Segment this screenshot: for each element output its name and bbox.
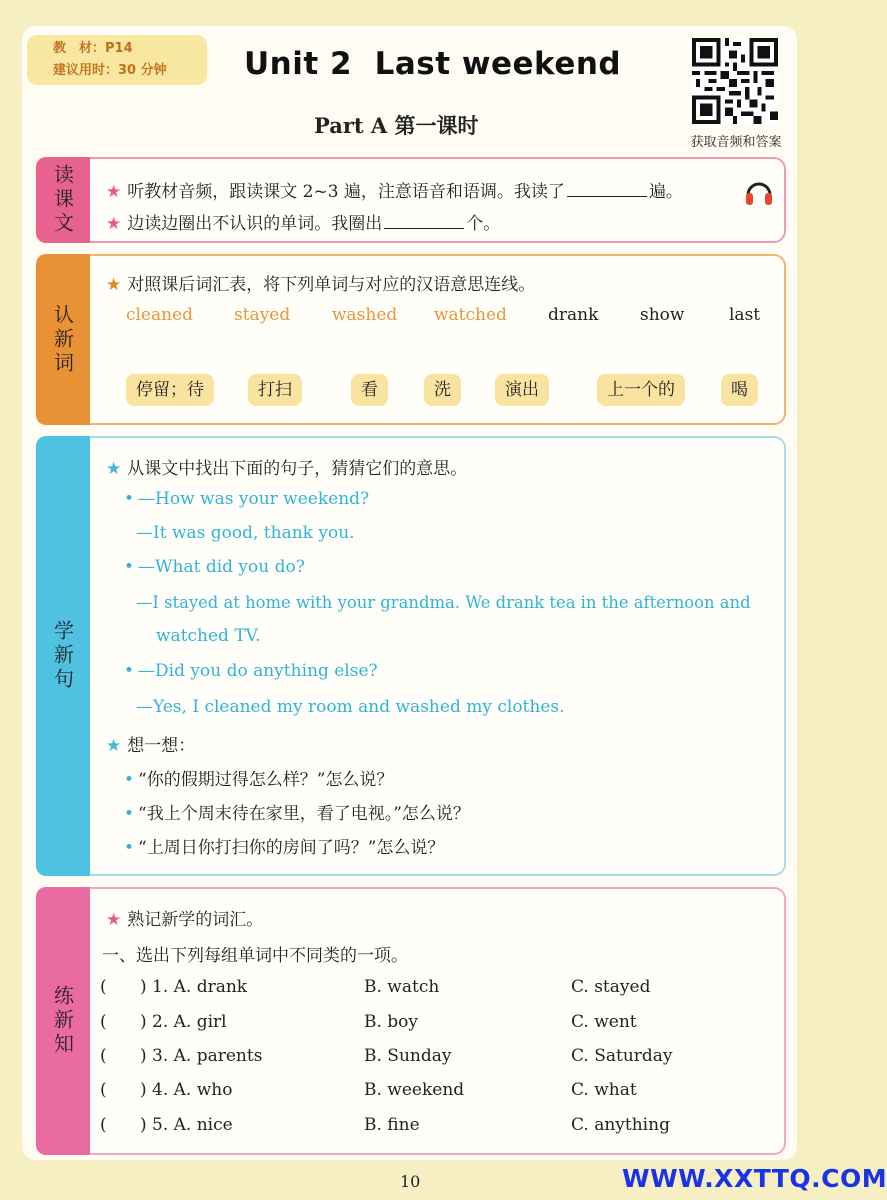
vocab-instruction	[106, 270, 535, 295]
word-last[interactable]: last	[729, 305, 761, 325]
vocab-tab	[36, 254, 90, 425]
bullet-icon: •	[124, 838, 135, 858]
unit-title: Unit 2 Last weekend	[244, 46, 622, 82]
star-icon: ★	[106, 910, 122, 930]
option-a: 4. A. who	[152, 1080, 233, 1100]
think-question	[124, 833, 444, 858]
sentence-section	[36, 436, 786, 876]
answer-bracket-close: )	[140, 1012, 147, 1032]
think-question	[124, 799, 470, 824]
word-watched[interactable]: watched	[434, 305, 507, 325]
answer-bracket[interactable]: (	[100, 1080, 107, 1100]
option-a: 5. A. nice	[152, 1115, 233, 1135]
read-line-1-suffix: 遍。	[648, 182, 683, 202]
star-icon: ★	[106, 275, 122, 295]
star-icon: ★	[106, 459, 122, 479]
dialog-line	[124, 661, 378, 681]
read-section	[36, 157, 786, 243]
sentence-tab	[36, 436, 90, 876]
dialog-line	[124, 489, 369, 509]
circle-count-blank[interactable]	[384, 212, 464, 229]
meaning-stay[interactable]: 停留；待	[126, 374, 214, 406]
question-text: “你的假期过得怎么样？”怎么说？	[138, 770, 394, 790]
read-line-2-suffix: 个。	[466, 214, 501, 234]
answer-bracket[interactable]: (	[100, 1115, 107, 1135]
dialog-text: —How was your weekend?	[138, 489, 370, 509]
meaning-show[interactable]: 演出	[495, 374, 549, 406]
star-icon: ★	[106, 214, 122, 234]
lesson-subtitle: Part A 第一课时	[314, 113, 479, 138]
option-c: C. stayed	[571, 977, 651, 997]
option-b: B. fine	[364, 1115, 420, 1135]
meaning-wash[interactable]: 洗	[424, 374, 461, 406]
practice-tab	[36, 887, 90, 1155]
vocab-section	[36, 254, 786, 425]
textbook-meta	[27, 35, 207, 85]
dialog-text: —I stayed at home with your grandma. We drank tea in the afternoon and	[136, 593, 751, 612]
watermark: WWW.XXTTQ.COM	[622, 1164, 887, 1193]
question-text: “我上个周末待在家里，看了电视。”怎么说？	[138, 804, 470, 824]
star-icon: ★	[106, 182, 122, 202]
answer-bracket[interactable]: (	[100, 1012, 107, 1032]
answer-bracket-close: )	[140, 1115, 147, 1135]
bullet-icon: •	[124, 557, 135, 577]
dialog-line	[136, 697, 565, 717]
read-count-blank[interactable]	[567, 180, 647, 197]
read-line-2-text: 边读边圈出不认识的单词。我圈出	[127, 214, 383, 234]
headphone-icon[interactable]	[744, 175, 774, 209]
sentence-instruction-text: 从课文中找出下面的句子，猜猜它们的意思。	[127, 459, 468, 479]
bullet-icon: •	[124, 770, 135, 790]
option-a: 3. A. parents	[152, 1046, 263, 1066]
option-c: C. Saturday	[571, 1046, 673, 1066]
option-b: B. weekend	[364, 1080, 465, 1100]
practice-section	[36, 887, 786, 1155]
read-line-2	[106, 209, 500, 234]
dialog-line	[156, 626, 260, 646]
bullet-icon: •	[124, 804, 135, 824]
dialog-text: —Did you do anything else?	[138, 661, 378, 681]
practice-heading: 一、选出下列每组单词中不同类的一项。	[102, 946, 408, 966]
read-tab	[36, 157, 90, 243]
word-show[interactable]: show	[640, 305, 685, 325]
textbook-page: 教 材：P14	[53, 41, 133, 56]
option-b: B. watch	[364, 977, 440, 997]
dialog-text: —Yes, I cleaned my room and washed my clothes.	[136, 697, 565, 717]
sentence-instruction	[106, 454, 467, 479]
bullet-icon: •	[124, 661, 135, 681]
dialog-text: —It was good, thank you.	[136, 523, 355, 543]
read-line-1-text: 听教材音频，跟读课文 2~3 遍，注意语音和语调。我读了	[127, 182, 565, 202]
meaning-last[interactable]: 上一个的	[597, 374, 685, 406]
option-b: B. Sunday	[364, 1046, 452, 1066]
word-cleaned[interactable]: cleaned	[126, 305, 194, 325]
option-a: 1. A. drank	[152, 977, 248, 997]
dialog-line	[136, 523, 355, 543]
word-stayed[interactable]: stayed	[234, 305, 291, 325]
bullet-icon: •	[124, 489, 135, 509]
sentence-tab-label: 学新句	[50, 620, 75, 692]
option-b: B. boy	[364, 1012, 419, 1032]
page-number: 10	[400, 1172, 421, 1191]
answer-bracket-close: )	[140, 977, 147, 997]
answer-bracket-close: )	[140, 1080, 147, 1100]
vocab-instruction-text: 对照课后词汇表，将下列单词与对应的汉语意思连线。	[127, 275, 536, 295]
vocab-tab-label: 认新词	[50, 303, 75, 376]
dialog-line	[136, 593, 751, 613]
meaning-drink[interactable]: 喝	[721, 374, 758, 406]
option-c: C. what	[571, 1080, 637, 1100]
option-c: C. anything	[571, 1115, 670, 1135]
answer-bracket[interactable]: (	[100, 977, 107, 997]
read-line-1	[106, 177, 683, 202]
option-a: 2. A. girl	[152, 1012, 227, 1032]
practice-instruction-text: 熟记新学的词汇。	[127, 910, 264, 930]
qr-code-label: 获取音频和答案	[690, 135, 782, 150]
meaning-clean[interactable]: 打扫	[248, 374, 302, 406]
practice-tab-label: 练新知	[50, 985, 75, 1057]
word-washed[interactable]: washed	[332, 305, 398, 325]
think-question	[124, 765, 393, 790]
suggested-time: 建议用时：30 分钟	[53, 63, 167, 78]
dialog-line	[124, 557, 305, 577]
dialog-text: —What did you do?	[138, 557, 305, 577]
answer-bracket-close: )	[140, 1046, 147, 1066]
practice-instruction	[106, 905, 263, 930]
qr-code-icon[interactable]	[692, 38, 778, 124]
meaning-watch[interactable]: 看	[351, 374, 388, 406]
dialog-text: watched TV.	[156, 626, 261, 646]
option-c: C. went	[571, 1012, 637, 1032]
think-heading	[106, 731, 195, 756]
star-icon: ★	[106, 736, 122, 756]
think-text: 想一想：	[127, 736, 196, 756]
word-drank[interactable]: drank	[548, 305, 599, 325]
read-tab-label: 读课文	[50, 164, 75, 236]
question-text: “上周日你打扫你的房间了吗？”怎么说？	[138, 838, 445, 858]
answer-bracket[interactable]: (	[100, 1046, 107, 1066]
